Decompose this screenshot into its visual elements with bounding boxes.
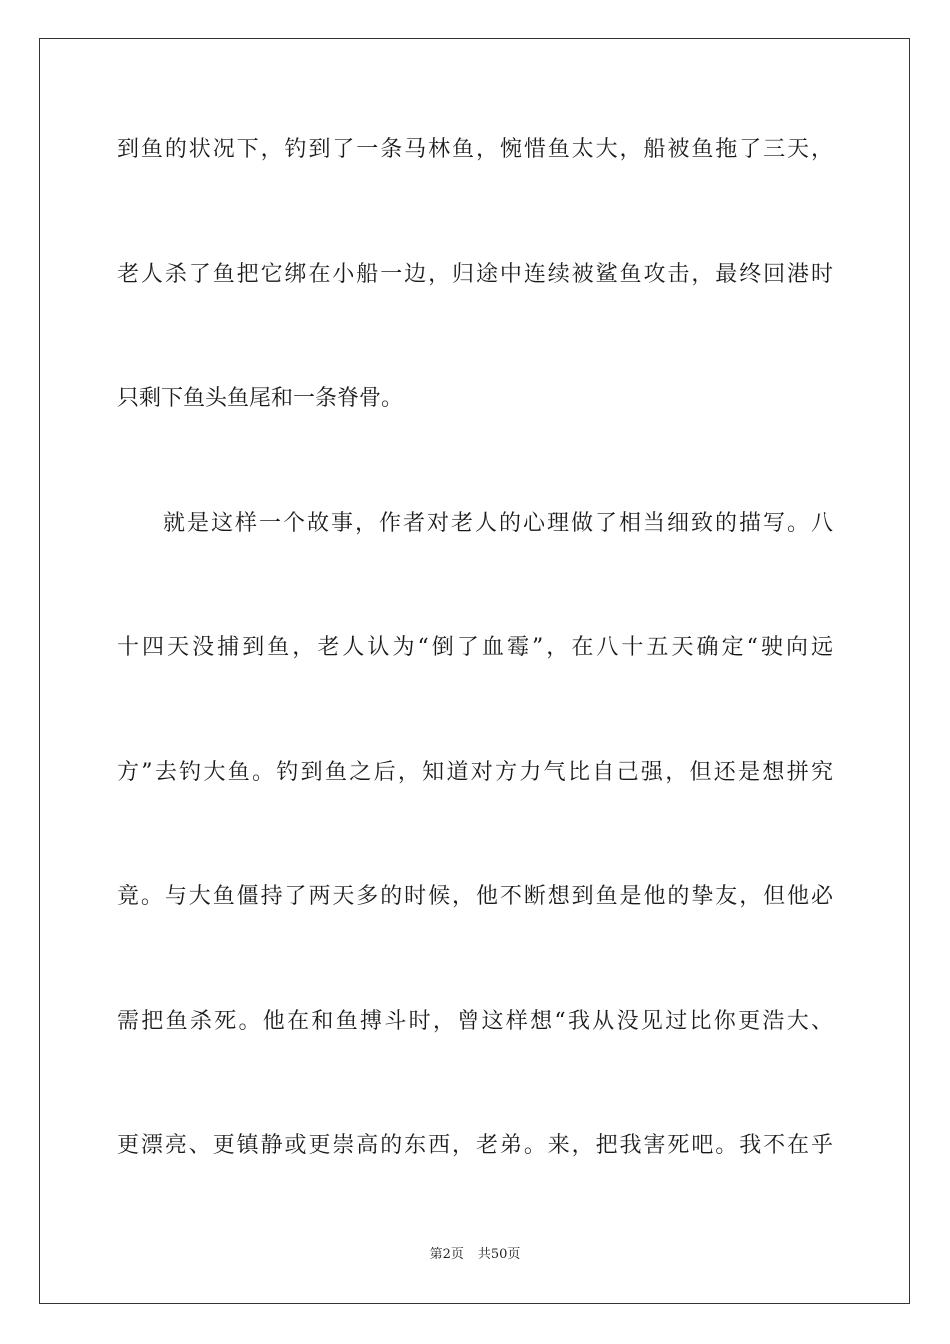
- text-line-8: 需把鱼杀死。他在和鱼搏斗时，曾这样想“我从没见过比你更浩大、: [117, 1009, 833, 1034]
- text-line-5: 十四天没捕到鱼，老人认为“倒了血霉”，在八十五天确定“驶向远: [117, 635, 833, 660]
- text-line-4: 就是这样一个故事，作者对老人的心理做了相当细致的描写。八: [163, 511, 833, 536]
- page-border: [39, 38, 910, 1304]
- text-line-1: 到鱼的状况下，钓到了一条马林鱼，惋惜鱼太大，船被鱼拖了三天，: [117, 137, 833, 162]
- text-line-2: 老人杀了鱼把它绑在小船一边，归途中连续被鲨鱼攻击，最终回港时: [117, 262, 833, 287]
- page-footer: [0, 1246, 950, 1264]
- text-line-3: 只剩下鱼头鱼尾和一条脊骨。: [117, 386, 404, 411]
- text-line-9: 更漂亮、更镇静或更崇高的东西，老弟。来，把我害死吧。我不在乎: [117, 1133, 833, 1158]
- text-line-6: 方”去钓大鱼。钓到鱼之后，知道对方力气比自己强，但还是想拼究: [117, 760, 833, 785]
- page-total: 共50页: [477, 1247, 521, 1262]
- page-number: 第2页: [429, 1247, 464, 1262]
- text-line-7: 竟。与大鱼僵持了两天多的时候，他不断想到鱼是他的挚友，但他必: [117, 884, 833, 909]
